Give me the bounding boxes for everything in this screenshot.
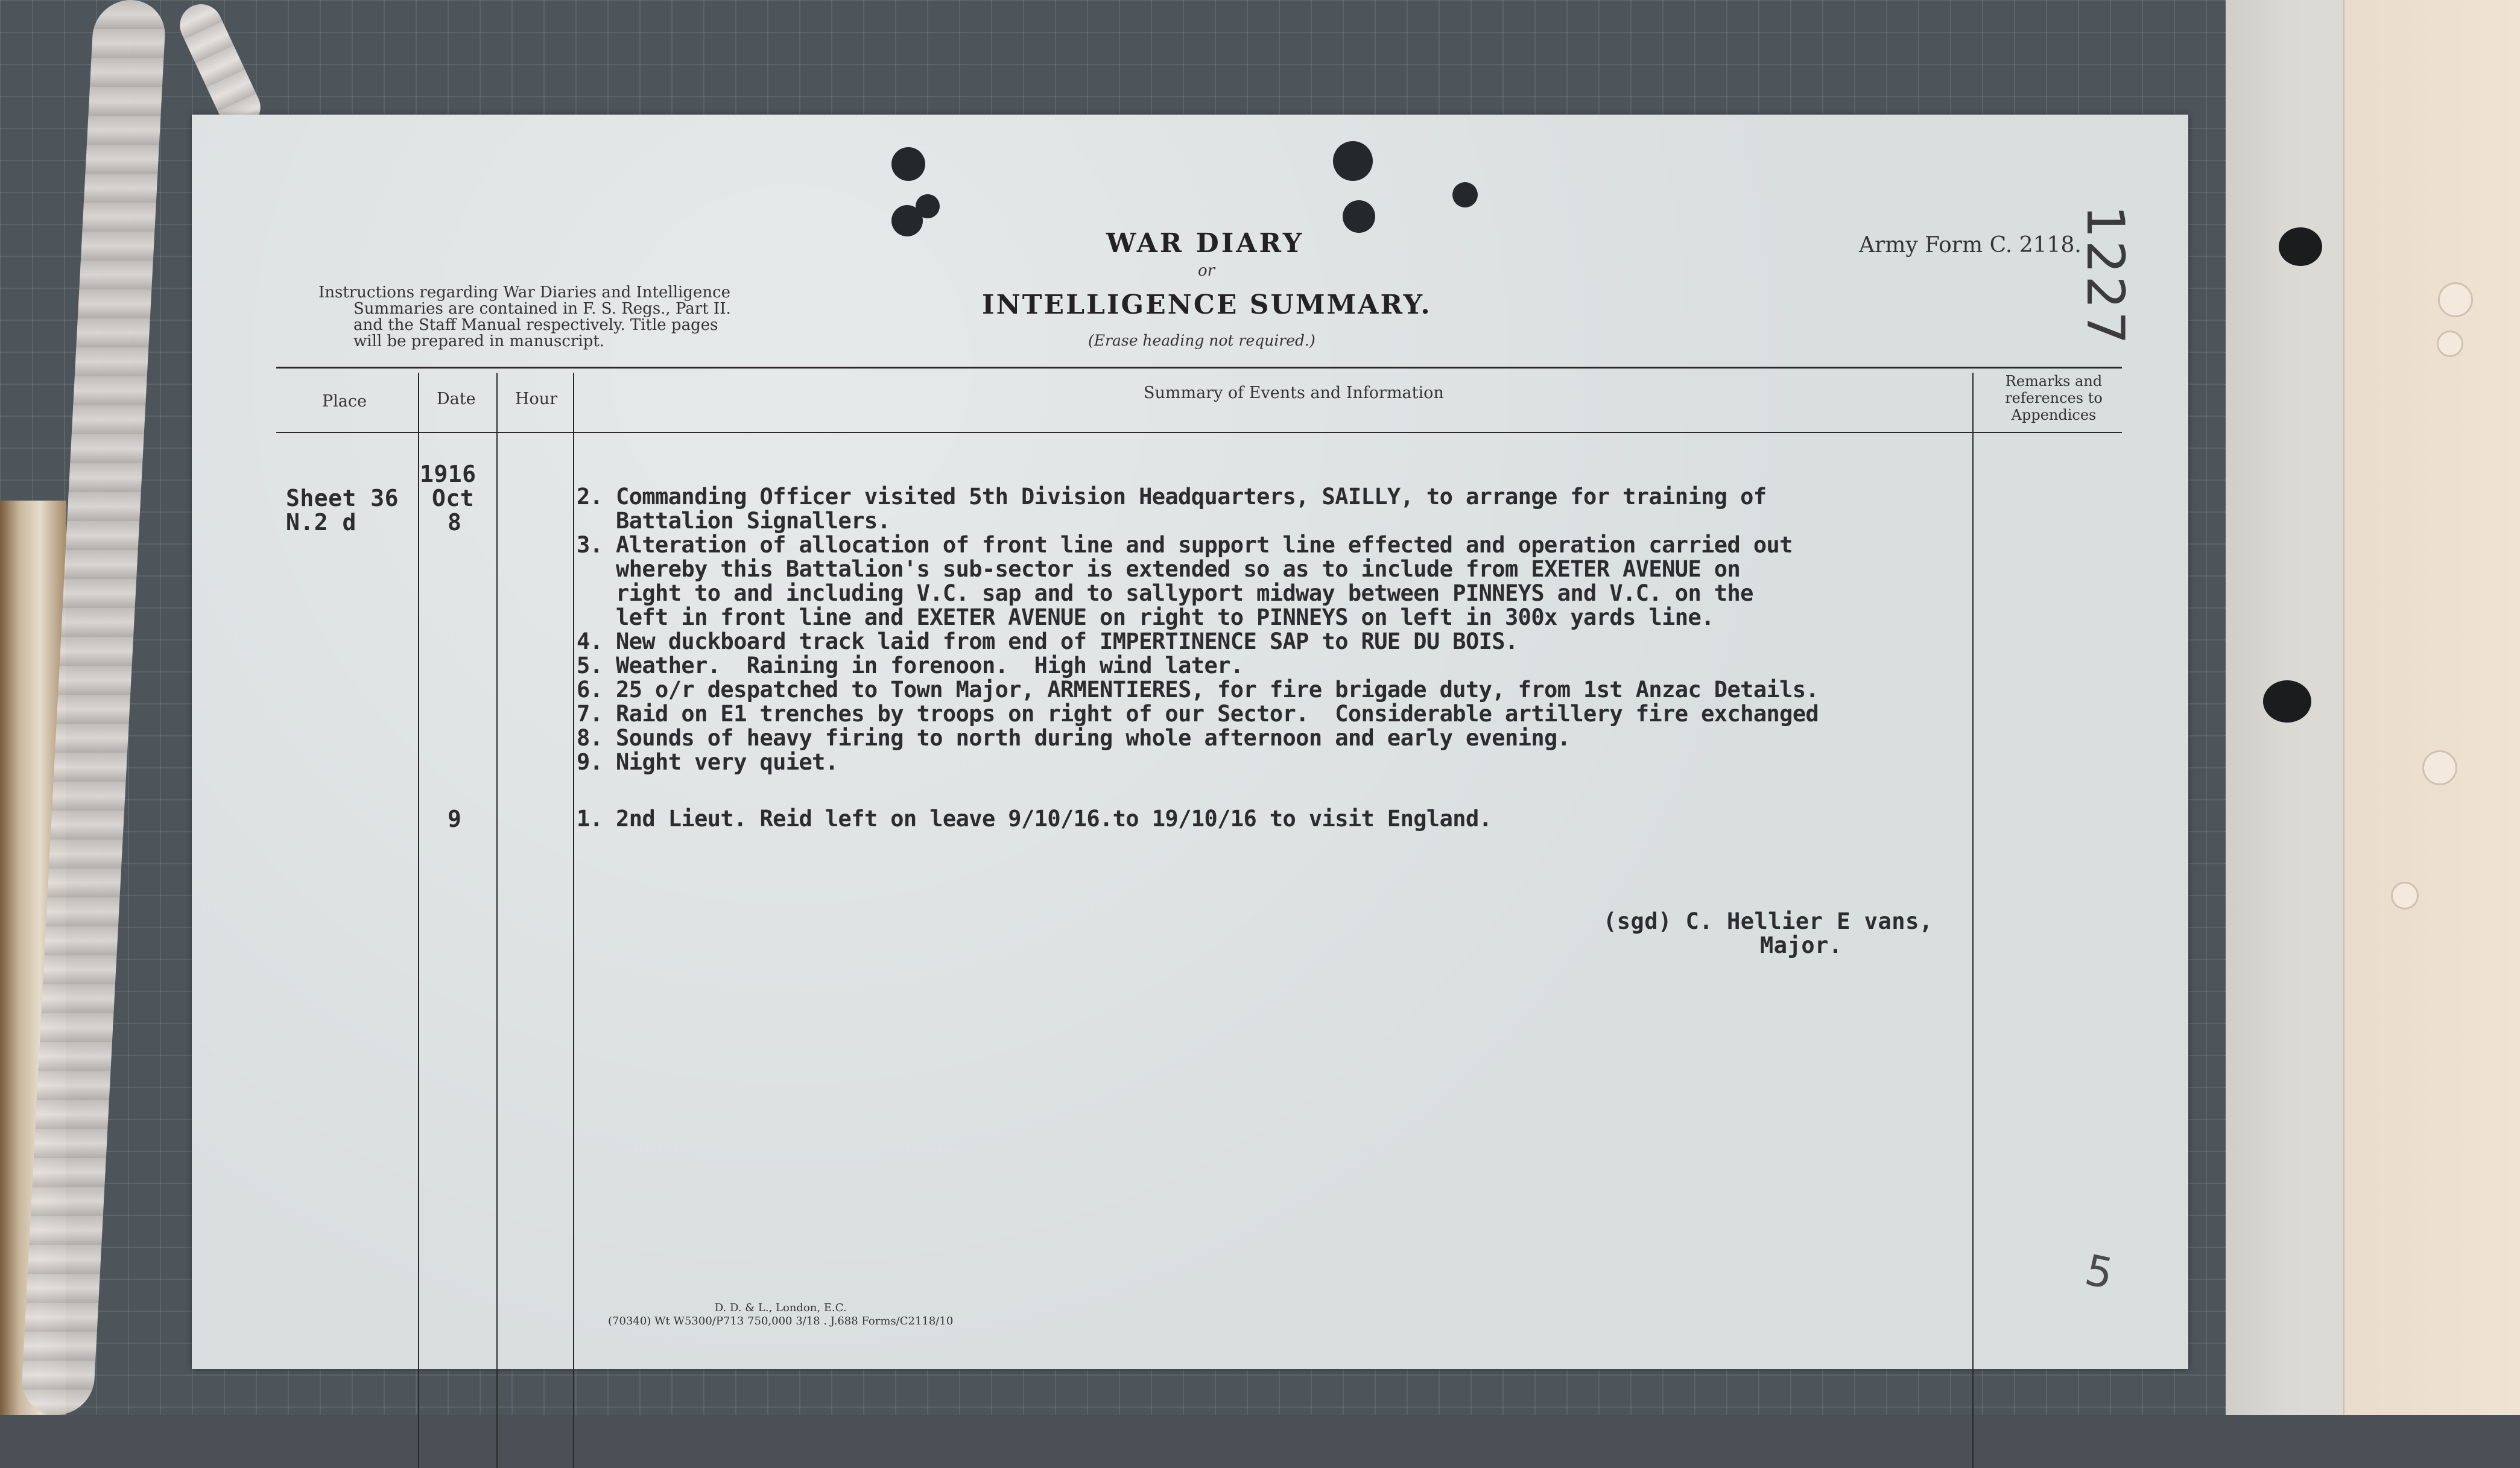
column-header-remarks: Remarks and references to Appendices bbox=[2005, 373, 2103, 423]
column-header-summary: Summary of Events and Information bbox=[1144, 384, 1444, 402]
place-grid-ref: N.2 d bbox=[286, 509, 356, 536]
document-hole bbox=[1333, 141, 1373, 181]
pencil-page-mark: 5 bbox=[2080, 1245, 2118, 1299]
date-day-8: 8 bbox=[448, 509, 462, 536]
place-sheet: Sheet 36 bbox=[286, 485, 399, 511]
column-rule bbox=[418, 373, 419, 1468]
reinforcement-ring bbox=[2422, 750, 2457, 785]
column-header-date: Date bbox=[437, 390, 476, 408]
punch-hole bbox=[2279, 227, 2322, 266]
pencil-folio-number: 1227 bbox=[2075, 205, 2135, 347]
entry-line: 8. Sounds of heavy firing to north during whole afternoon and early evening. bbox=[577, 725, 1571, 751]
punch-hole bbox=[2263, 680, 2311, 723]
title-or: or bbox=[1198, 262, 1215, 280]
column-rule bbox=[1972, 373, 1974, 1468]
erase-note: (Erase heading not required.) bbox=[1088, 332, 1315, 349]
printer-imprint: D. D. & L., London, E.C. (70340) Wt W5300/P713 750,000 3/18 . J.688 Forms/C2118/10 bbox=[608, 1302, 954, 1327]
reinforcement-ring bbox=[2438, 282, 2473, 317]
entry-line: left in front line and EXETER AVENUE on right to PINNEYS on left in 300x yards line. bbox=[577, 604, 1714, 630]
document-hole bbox=[1452, 182, 1478, 207]
reinforcement-ring bbox=[2391, 882, 2419, 910]
reinforcement-ring bbox=[2437, 331, 2463, 357]
entry-line: 2. Commanding Officer visited 5th Division Headquarters, SAILLY, to arrange for training of bbox=[577, 484, 1767, 510]
date-year: 1916 bbox=[420, 461, 476, 487]
document-hole bbox=[1343, 200, 1375, 233]
signature-name: (sgd) C. Hellier E vans, bbox=[1603, 908, 1933, 934]
entry-line: 9. Night very quiet. bbox=[577, 749, 838, 775]
army-form-number: Army Form C. 2118. bbox=[1859, 233, 2082, 258]
header-bottom-rule bbox=[276, 432, 2122, 433]
page-subtitle: INTELLIGENCE SUMMARY. bbox=[982, 289, 1432, 320]
summary-entries bbox=[577, 485, 1819, 774]
signature-rank: Major. bbox=[1760, 932, 1843, 958]
entry-line: 5. Weather. Raining in forenoon. High wind later. bbox=[577, 653, 1244, 679]
entry-day-9: 1. 2nd Lieut. Reid left on leave 9/10/16.to 19/10/16 to visit England. bbox=[577, 806, 1492, 832]
entry-line: 7. Raid on E1 trenches by troops on right of our Sector. Considerable artillery fire exchanged bbox=[577, 701, 1819, 727]
column-header-place: Place bbox=[322, 392, 367, 411]
entry-line: 6. 25 o/r despatched to Town Major, ARMENTIERES, for fire brigade duty, from 1st Anzac Details. bbox=[577, 677, 1819, 703]
instructions-note: Instructions regarding War Diaries and Intelligence Summaries are contained in F. S. Regs., Part II. and the Staff Manual respectively. Title pages will be prepared in manuscript. bbox=[318, 283, 731, 350]
page-title: WAR DIARY bbox=[1106, 228, 1305, 259]
document-hole bbox=[916, 194, 940, 218]
entry-line: 4. New duckboard track laid from end of IMPERTINENCE SAP to RUE DU BOIS. bbox=[577, 628, 1518, 654]
entry-line: right to and including V.C. sap and to sallyport midway between PINNEYS and V.C. on the bbox=[577, 580, 1753, 606]
table-top-rule bbox=[276, 367, 2122, 369]
entry-line: 3. Alteration of allocation of front line and support line effected and operation carried out bbox=[577, 532, 1793, 558]
date-month: Oct bbox=[432, 485, 475, 511]
date-day-9: 9 bbox=[448, 806, 462, 832]
column-rule bbox=[496, 373, 498, 1468]
backing-sheet-edge bbox=[2343, 0, 2520, 1415]
column-rule bbox=[573, 373, 574, 1468]
entry-line: Battalion Signallers. bbox=[577, 508, 891, 534]
document-hole bbox=[891, 147, 925, 181]
entry-line: whereby this Battalion's sub-sector is extended so as to include from EXETER AVENUE on bbox=[577, 556, 1741, 582]
column-header-hour: Hour bbox=[515, 390, 558, 408]
war-diary-page bbox=[192, 115, 2188, 1369]
